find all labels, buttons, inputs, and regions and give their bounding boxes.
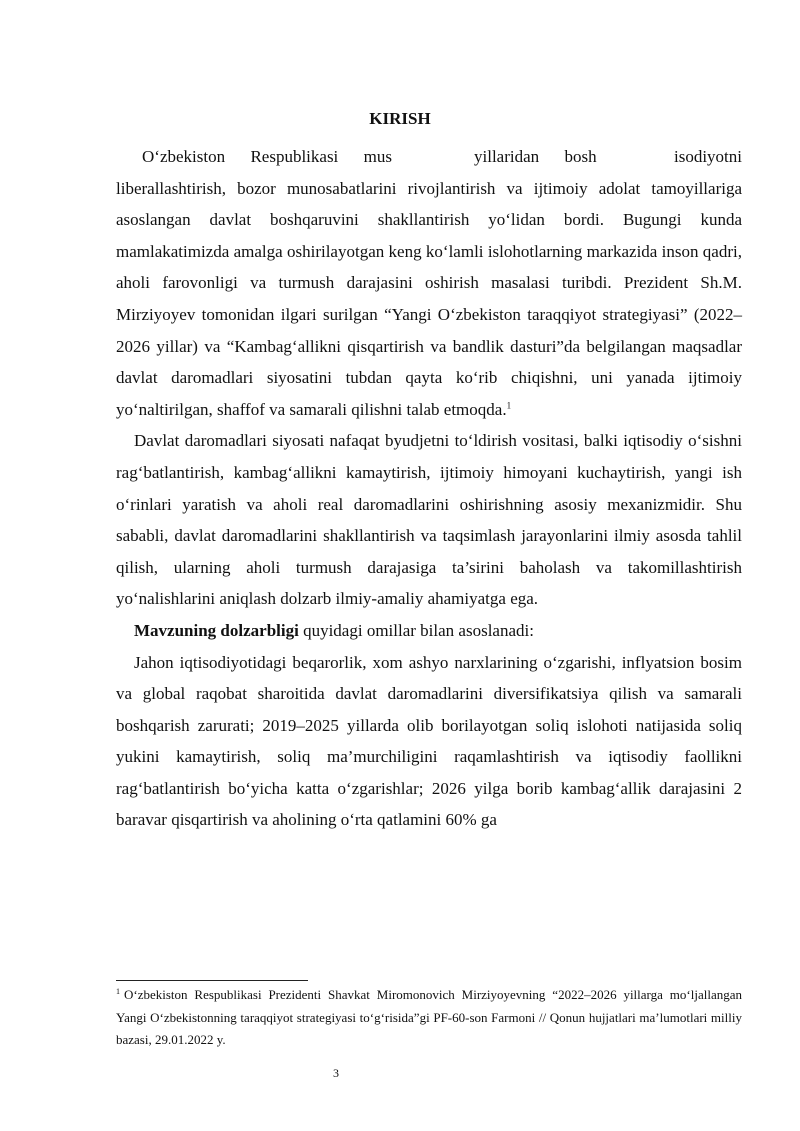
paragraph-intro-part1: O‘zbekiston Respublikasi mus (142, 147, 392, 166)
footnote-marker: 1 (116, 986, 120, 996)
paragraph-intro-part3: isodiyotni liberallashtirish, bozor munosabatlarini rivojlantirish va ijtimoiy adolat tamoyillariga asoslangan davlat boshqaruvini shakllantirish yo‘lidan bordi. Bugungi kunda mamlakatimizda amalga oshirilayotgan keng ko‘lamli islohotlarning markazida inson qadri, aholi farovonligi va turmush darajasini oshirish masalasi turibdi. Prezident Sh.M. Mirziyoyev tomonidan ilgari surilgan “Yangi O‘zbekiston taraqqiyot strategiyasi” (2022–2026 yillar) va “Kambag‘allikni qisqartirish va bandlik dasturi”da belgilangan maqsadlar davlat daromadlari siyosatini tubdan qayta ko‘rib chiqishni, uni yanada ijtimoiy yo‘naltirilgan, shaffof va samarali qilishni talab etmoqda. (116, 147, 743, 419)
paragraph-intro-part2: yillaridan bosh (474, 147, 597, 166)
paragraph-relevance (116, 615, 742, 647)
page-number: 3 (333, 1066, 339, 1080)
relevance-text: quyidagi omillar bilan asoslanadi: (298, 620, 534, 640)
paragraph-intro (116, 141, 742, 425)
footnote (116, 984, 742, 1052)
body-text (116, 141, 742, 836)
relevance-heading: Mavzuning dolzarbligi (134, 620, 299, 640)
footnote-reference[interactable]: 1 (506, 400, 512, 411)
footnote-text: O‘zbekiston Respublikasi Prezidenti Shavkat Miromonovich Mirziyoyevning “2022–2026 yillarga mo‘ljallangan Yangi O‘zbekistonning taraqqiyot strategiyasi to‘g‘risida”gi PF-60-son Farmoni // Qonun hujjatlari ma’lumotlari milliy bazasi, 29.01.2022 y. (116, 987, 742, 1047)
paragraph-policy: Davlat daromadlari siyosati nafaqat byudjetni to‘ldirish vositasi, balki iqtisodiy o‘sishni rag‘batlantirish, kambag‘allikni kamaytirish, ijtimoiy himoyani kuchaytirish, yangi ish o‘rinlari yaratish va aholi real daromadlarini oshirishning asosiy mexanizmidir. Shu sababli, davlat daromadlarini shakllantirish va taqsimlash jarayonlarini ilmiy asosda tahlil qilish, ularning aholi turmush darajasiga ta’sirini baholash va takomillashtirish yo‘nalishlarini aniqlash dolzarb ilmiy-amaliy ahamiyatga ega. (116, 431, 742, 609)
paragraph-factors: Jahon iqtisodiyotidagi beqarorlik, xom ashyo narxlarining o‘zgarishi, inflyatsion bosim va global raqobat sharoitida davlat daromadlarini diversifikatsiya qilish va samarali boshqarish zarurati; 2019–2025 yillarda olib borilayotgan soliq islohoti natijasida soliq yukini kamaytirish, soliq ma’murchiligini raqamlashtirish va iqtisodiy faollikni rag‘batlantirish bo‘yicha katta o‘zgarishlar; 2026 yilga borib kambag‘allik darajasini 2 baravar qisqartirish va aholining o‘rta qatlamini 60% ga (116, 652, 742, 830)
page-title: KIRISH (369, 109, 431, 128)
footnote-divider (116, 980, 308, 981)
